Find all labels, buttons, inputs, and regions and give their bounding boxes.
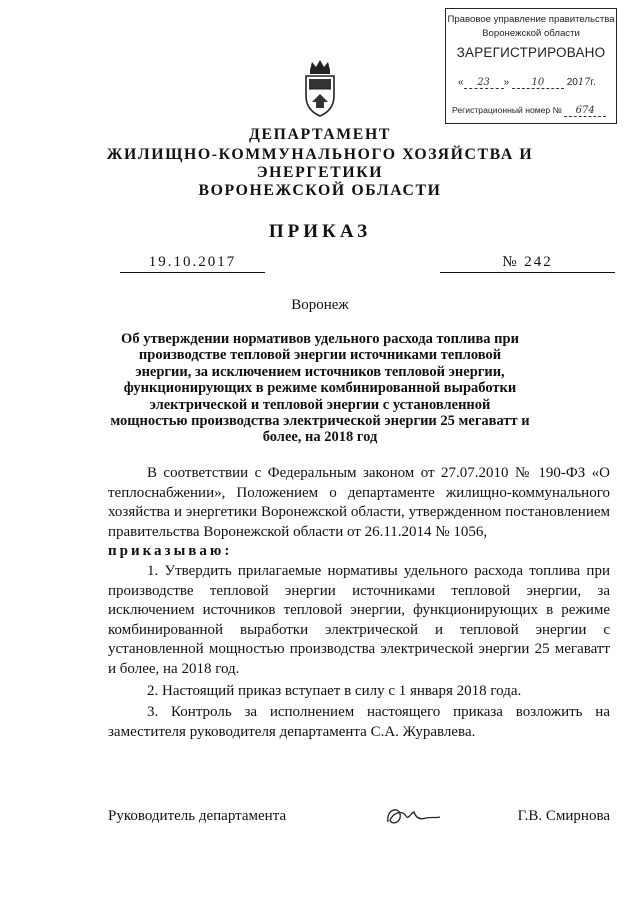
- order-item-1: 1. Утвердить прилагаемые нормативы удельного расхода топлива при производстве тепловой энергии источниками тепловой энергии, за исключением источников тепловой энергии, функционирующих в режиме комбинированной выработки электрической и тепловой энергии с установленной мощностью производства электрической энергии 25 мегаватт и более, на 2018 год.: [108, 562, 610, 677]
- preamble: В соответствии с Федеральным законом от 27.07.2010 № 190-ФЗ «О теплоснабжении», Положением о департаменте жилищно-коммунального хозяйства и энергетики Воронежской области, утвержденном постановлением правительства Воронежской области от 26.11.2014 № 1056,: [108, 465, 610, 540]
- stamp-reg-number: 674: [564, 105, 606, 117]
- coat-of-arms-emblem: [300, 58, 340, 120]
- stamp-year-prefix: 20: [566, 77, 578, 88]
- stamp-year-suffix: 17: [577, 77, 591, 88]
- stamp-org-line2: Воронежской области: [482, 28, 580, 39]
- order-subject: Об утверждении нормативов удельного расхода топлива при производстве тепловой энергии источниками тепловой энергии, за исключением источников тепловой энергии, функционирующих в режиме комбинированной выработки электрической и тепловой энергии с установленной мощностью производства электрической энергии 25 мегаватт и более, на 2018 год: [110, 331, 530, 446]
- signer-position: Руководитель департамента: [108, 808, 287, 824]
- stamp-status: ЗАРЕГИСТРИРОВАНО: [456, 45, 606, 60]
- stamp-org-line1: Правовое управление правительства: [447, 14, 615, 25]
- department-title-line4: ВОРОНЕЖСКОЙ ОБЛАСТИ: [198, 182, 442, 199]
- order-item-3: 3. Контроль за исполнением настоящего приказа возложить на заместителя руководителя департамента С.А. Журавлева.: [108, 704, 610, 740]
- document-type: ПРИКАЗ: [268, 221, 372, 242]
- stamp-day: 23: [464, 77, 504, 89]
- stamp-date: « 23 » 10 2017г.: [458, 77, 596, 88]
- department-title-line2: ЖИЛИЩНО-КОММУНАЛЬНОГО ХОЗЯЙСТВА И: [106, 146, 534, 163]
- stamp-reg-number-row: [452, 105, 614, 121]
- order-date: 19.10.2017: [120, 254, 265, 273]
- order-word: приказываю:: [108, 543, 233, 560]
- department-title-line1: ДЕПАРТАМЕНТ: [249, 126, 391, 143]
- stamp-month: 10: [512, 77, 564, 89]
- handwritten-signature: [384, 800, 444, 830]
- stamp-year-end: г.: [590, 77, 596, 88]
- stamp-reg-label: Регистрационный номер №: [452, 105, 562, 115]
- order-item-2: 2. Настоящий приказ вступает в силу с 1 января 2018 года.: [147, 682, 522, 699]
- department-title-line3: ЭНЕРГЕТИКИ: [256, 164, 384, 181]
- registration-stamp: [445, 8, 617, 124]
- order-number: № 242: [440, 254, 615, 273]
- signer-name: Г.В. Смирнова: [517, 808, 610, 824]
- city: Воронеж: [291, 297, 349, 313]
- order-body: [108, 464, 610, 742]
